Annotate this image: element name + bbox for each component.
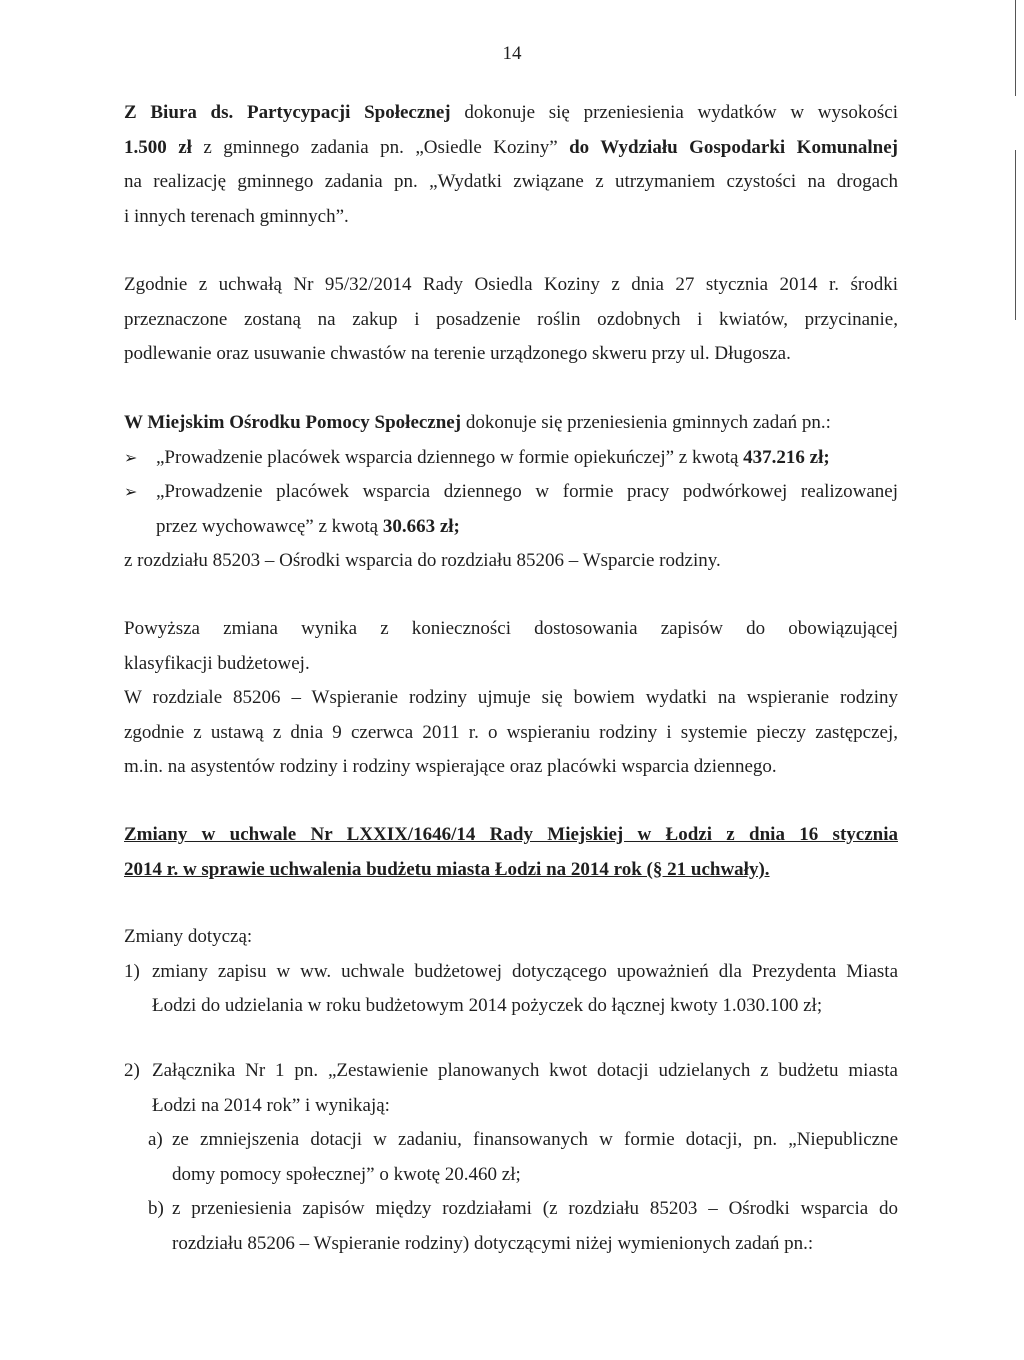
heading-line: Zmiany w uchwale Nr LXXIX/1646/14 Rady Miejskiej w Łodzi z dnia 16 stycznia <box>124 824 898 845</box>
text-line: Łodzi na 2014 rok” i wynikają: <box>152 1094 390 1116</box>
text-line: Z Biura ds. Partycypacji Społecznej dokonuje się przeniesienia wydatków w wysokości <box>124 102 899 123</box>
changes-section-continued <box>124 1054 898 1261</box>
department-name: W Miejskim Ośrodku Pomocy Społecznej <box>124 412 462 433</box>
list-letter: a) <box>148 1129 163 1150</box>
page-number: 14 <box>502 43 522 64</box>
text-line: zmiany zapisu w ww. uchwale budżetowej dotyczącego upoważnień dla Prezydenta Miasta <box>152 960 898 982</box>
text-line: Powyższa zmiana wynika z konieczności dostosowania zapisów do obowiązującej <box>124 618 898 639</box>
text-line: przez wychowawcę” z kwotą 30.663 zł; <box>156 515 460 537</box>
paragraph-mops <box>124 406 898 579</box>
heading-line: 2014 r. w sprawie uchwalenia budżetu miasta Łodzi na 2014 rok (§ 21 uchwały). <box>124 858 770 880</box>
sub-list-item <box>124 1123 898 1192</box>
text-line: Załącznika Nr 1 pn. „Zestawienie planowanych kwot dotacji udzielanych z budżetu miasta <box>152 1060 898 1081</box>
amount: 30.663 zł; <box>382 515 460 537</box>
text-line: z przeniesienia zapisów między rozdziałami (z rozdziału 85203 – Ośrodki wsparcia do <box>172 1198 898 1219</box>
text-line: m.in. na asystentów rodziny i rodziny wspierające oraz placówki wsparcia dziennego. <box>124 756 777 777</box>
text-line: ze zmniejszenia dotacji w zadaniu, finansowanych w formie dotacji, pn. „Niepubliczne <box>172 1129 898 1150</box>
text-line: z rozdziału 85203 – Ośrodki wsparcia do rozdziału 85206 – Wsparcie rodziny. <box>124 550 721 571</box>
text-line: rozdziału 85206 – Wspieranie rodziny) dotyczącymi niżej wymienionych zadań pn.: <box>172 1232 814 1254</box>
text-line: Zgodnie z uchwałą Nr 95/32/2014 Rady Osiedla Koziny z dnia 27 stycznia 2014 r. środki <box>124 274 898 295</box>
amount: 437.216 zł; <box>743 446 830 468</box>
department-name: Z Biura ds. Partycypacji Społecznej <box>124 102 451 123</box>
text-line: domy pomocy społecznej” o kwotę 20.460 zł; <box>172 1163 521 1185</box>
list-number: 1) <box>124 960 140 982</box>
text-line: przeznaczone zostaną na zakup i posadzenie roślin ozdobnych i kwiatów, przycinanie, <box>124 308 898 330</box>
text-line: W Miejskim Ośrodku Pomocy Społecznej dokonuje się przeniesienia gminnych zadań pn.: <box>124 412 831 433</box>
text-line: W rozdziale 85206 – Wspieranie rodziny ujmuje się bowiem wydatki na wspieranie rodziny <box>124 687 898 708</box>
list-letter: b) <box>148 1198 164 1219</box>
department-name: do Wydziału Gospodarki Komunalnej <box>557 136 899 158</box>
list-item <box>124 955 898 1024</box>
arrow-bullet-icon: ➢ <box>124 447 138 467</box>
list-number: 2) <box>124 1060 140 1081</box>
text-line: zgodnie z ustawą z dnia 9 czerwca 2011 r. o wspieraniu rodziny i systemie pieczy zastępczej, <box>124 721 898 743</box>
changes-section <box>124 920 898 1024</box>
scan-edge-line <box>1015 150 1016 320</box>
amount: 1.500 zł <box>124 136 192 158</box>
text-line: „Prowadzenie placówek wsparcia dziennego w formie pracy podwórkowej realizowanej <box>156 481 898 502</box>
text-line: na realizację gminnego zadania pn. „Wydatki związane z utrzymaniem czystości na drogach <box>124 171 898 192</box>
section-heading <box>124 818 898 887</box>
arrow-bullet-icon: ➢ <box>124 482 138 501</box>
text-line: 1.500 zł z gminnego zadania pn. „Osiedle Koziny” do Wydziału Gospodarki Komunalnej <box>124 136 899 158</box>
sub-list-item <box>124 1192 898 1261</box>
list-item: ➢ „Prowadzenie placówek wsparcia dziennego w formie opiekuńczej” z kwotą 437.216 zł; <box>124 441 898 476</box>
list-item <box>124 1054 898 1123</box>
text-line: Łodzi do udzielania w roku budżetowym 2014 pożyczek do łącznej kwoty 1.030.100 zł; <box>152 995 823 1016</box>
paragraph-biuro-partycypacji <box>124 96 898 234</box>
paragraph-rada-osiedla <box>124 268 898 372</box>
paragraph-klasyfikacja <box>124 612 898 785</box>
list-item <box>124 475 898 544</box>
text-line: klasyfikacji budżetowej. <box>124 652 310 674</box>
text-line: podlewanie oraz usuwanie chwastów na terenie urządzonego skweru przy ul. Długosza. <box>124 343 791 364</box>
text-line: i innych terenach gminnych”. <box>124 205 349 227</box>
text-line: Zmiany dotyczą: <box>124 926 253 947</box>
